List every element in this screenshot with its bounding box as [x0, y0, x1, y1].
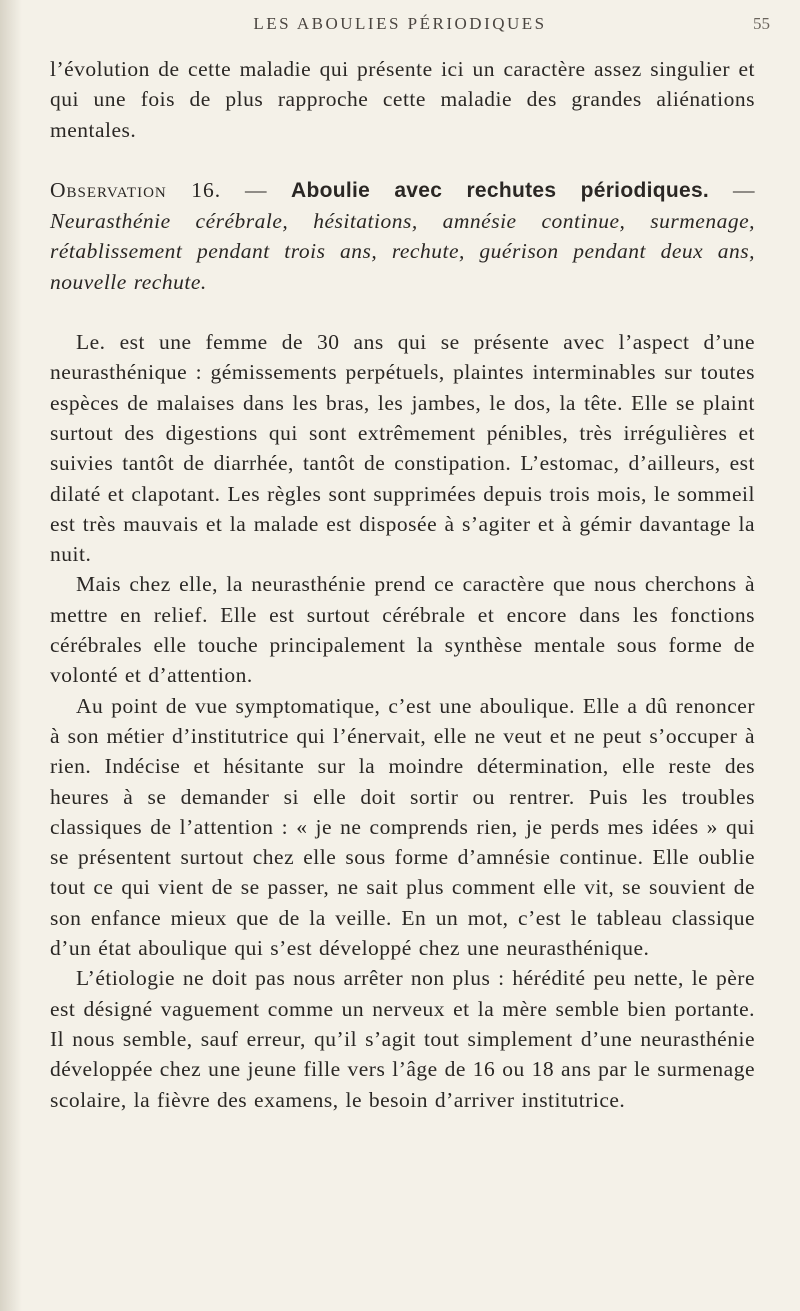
observation-summary: Neurasthénie cérébrale, hésitations, amnésie continue, surmenage, rétablissement pendant trois ans, rechute, guérison pendant deux ans, nouvelle rechute. [50, 209, 755, 294]
observation-dash: — [221, 177, 291, 202]
paragraph-patient-description: Le. est une femme de 30 ans qui se présente avec l’aspect d’une neurasthénique : gémissements perpétuels, plaintes interminables sur toutes espèces de malaises dans les bras, les jambes, le dos, la tête. Elle se plaint surtout des digestions qui sont extrêmement pénibles, très irrégulières et suivies tantôt de diarrhée, tantôt de constipation. L’estomac, d’ailleurs, est dilaté et clapotant. Les règles sont supprimées depuis trois mois, le sommeil est très mauvais et la malade est disposée à s’agiter et à gémir davantage la nuit. [50, 330, 755, 567]
observation-heading [50, 175, 755, 297]
paragraph-neurasthenia: Mais chez elle, la neurasthénie prend ce caractère que nous cherchons à mettre en relief. Elle est surtout cérébrale et encore dans les fonctions cérébrales elle touche principalement la synthèse mentale sous forme de volonté et d’attention. [50, 572, 755, 688]
paragraph-continuation: l’évolution de cette maladie qui présente ici un caractère assez singulier et qui une fois de plus rapproche cette maladie des grandes aliénations mentales. [50, 57, 755, 142]
observation-title: Aboulie avec rechutes périodiques. [291, 178, 710, 202]
running-title: LES ABOULIES PÉRIODIQUES [253, 14, 547, 33]
body-text [50, 54, 755, 1115]
paragraph-symptoms: Au point de vue symptomatique, c’est une aboulique. Elle a dû renoncer à son métier d’institutrice qui l’énervait, elle ne veut et ne peut s’occuper à rien. Indécise et hésitante sur la moindre détermination, elle reste des heures à se demander si elle doit sortir ou rentrer. Puis les troubles classiques de l’attention : « je ne comprends rien, je perds mes idées » qui se présentent surtout chez elle sous forme d’amnésie continue. Elle oublie tout ce qui vient de se passer, ne sait plus comment elle vit, se souvient de son enfance mieux que de la veille. En un mot, c’est le tableau classique d’un état aboulique qui s’est développé chez une neurasthénique. [50, 693, 755, 961]
page-number: 55 [753, 14, 770, 33]
observation-label: Observation 16. [50, 177, 222, 202]
observation-dash: — [709, 177, 756, 202]
paragraph-etiology: L’étiologie ne doit pas nous arrêter non plus : hérédité peu nette, le père est désigné vaguement comme un nerveux et la mère semble bien portante. Il nous semble, sauf erreur, qu’il s’agit tout simplement d’une neurasthénie développée chez une jeune fille vers l’âge de 16 ou 18 ans par le surmenage scolaire, la fièvre des examens, le besoin d’arriver institutrice. [50, 966, 755, 1112]
running-head [0, 14, 800, 40]
page-binding-shadow [0, 0, 22, 1311]
